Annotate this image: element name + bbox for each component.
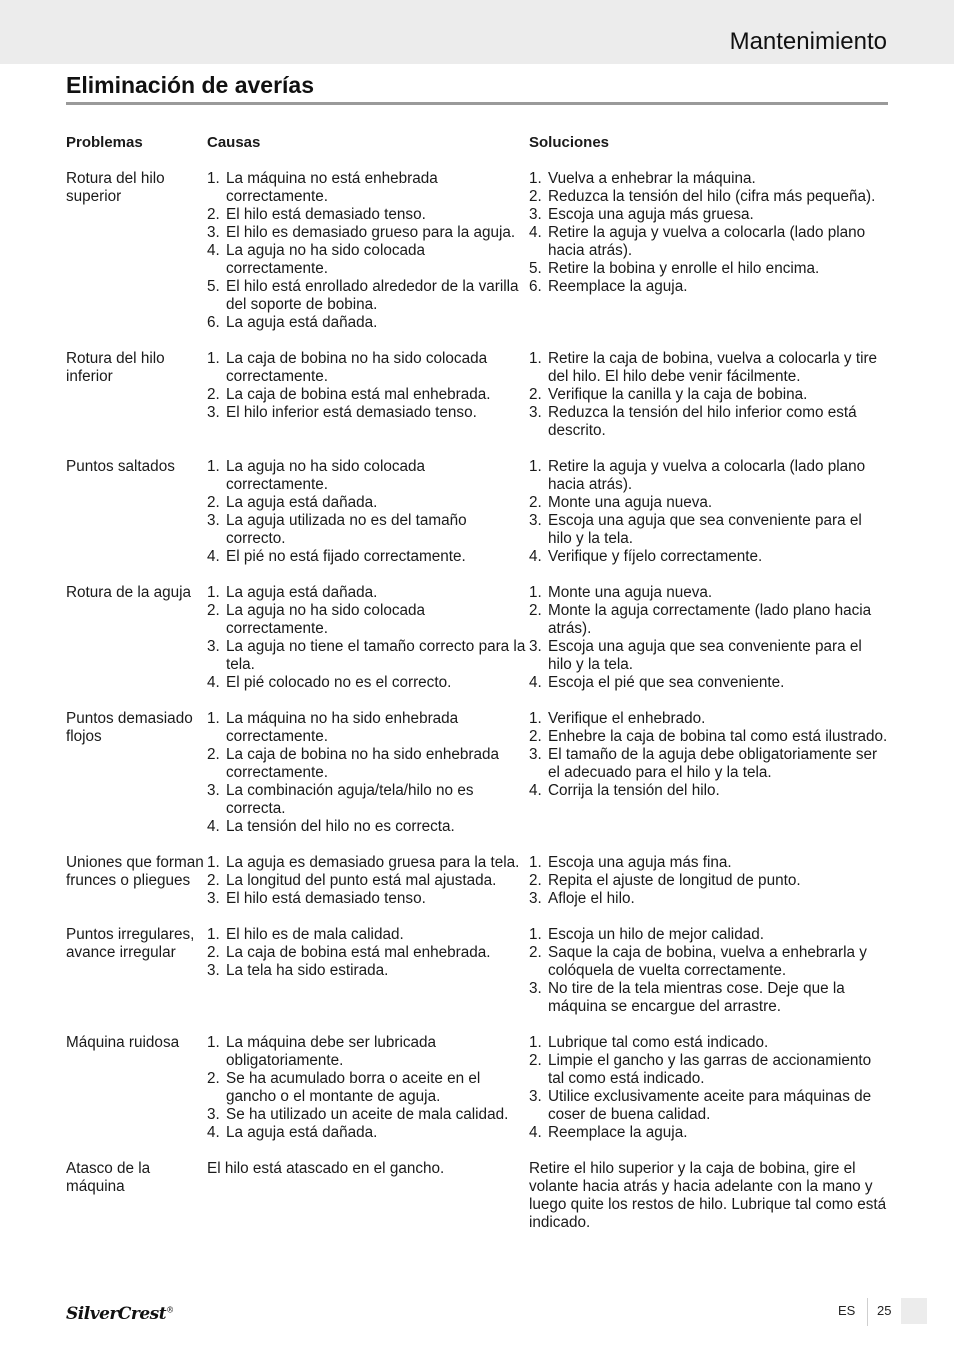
solution-item <box>529 170 888 188</box>
causes-cell <box>207 926 529 1016</box>
brand-name: SilverCrest <box>66 1304 167 1324</box>
title-divider <box>66 102 888 105</box>
solution-list <box>529 584 888 692</box>
solutions-cell <box>529 1034 888 1142</box>
page-title: Eliminación de averías <box>66 72 315 98</box>
cause-item <box>207 404 529 422</box>
item-number: 2. <box>207 944 220 961</box>
item-number: 3. <box>529 206 542 223</box>
solution-item <box>529 350 888 386</box>
troubleshooting-table <box>66 134 888 1232</box>
solution-text: Lubrique tal como está indicado. <box>548 1034 769 1051</box>
solution-item <box>529 1124 888 1142</box>
item-number: 4. <box>207 674 220 691</box>
solution-text: El tamaño de la aguja debe obligatoriamente ser el adecuado para el hilo y la tela. <box>548 746 878 781</box>
table-header <box>66 134 888 152</box>
solution-text: Escoja una aguja que sea conveniente para el hilo y la tela. <box>548 638 862 673</box>
cause-text: El pié colocado no es el correcto. <box>226 674 452 691</box>
solution-text: Retire la bobina y enrolle el hilo encima. <box>548 260 820 277</box>
cause-text: La aguja está dañada. <box>226 584 378 601</box>
item-number: 3. <box>207 638 220 655</box>
cause-text: La aguja está dañada. <box>226 314 378 331</box>
cause-text: Se ha acumulado borra o aceite en el gancho o el montante de aguja. <box>226 1070 481 1105</box>
item-number: 3. <box>529 746 542 763</box>
problem-cell: Puntos saltados <box>66 458 175 475</box>
causes-cell <box>207 854 529 908</box>
cause-item <box>207 278 529 314</box>
cause-item <box>207 350 529 386</box>
solution-item <box>529 188 888 206</box>
item-number: 4. <box>529 674 542 691</box>
table-row <box>66 926 888 1016</box>
cause-item <box>207 638 529 674</box>
solution-item <box>529 206 888 224</box>
cause-text: La máquina no está enhebrada correctamente. <box>226 170 438 205</box>
item-number: 1. <box>207 584 220 601</box>
solution-text: Repita el ajuste de longitud de punto. <box>548 872 801 889</box>
cause-text: La aguja es demasiado gruesa para la tela. <box>226 854 520 871</box>
solution-item <box>529 602 888 638</box>
cause-item <box>207 782 529 818</box>
cause-text: La longitud del punto está mal ajustada. <box>226 872 497 889</box>
solution-text: Reemplace la aguja. <box>548 1124 688 1141</box>
cause-item <box>207 746 529 782</box>
cause-item <box>207 710 529 746</box>
cause-item <box>207 1070 529 1106</box>
item-number: 2. <box>529 494 542 511</box>
solution-text: Reemplace la aguja. <box>548 278 688 295</box>
solutions-cell <box>529 350 888 440</box>
causes-cell <box>207 458 529 566</box>
solution-item <box>529 944 888 980</box>
cause-item <box>207 584 529 602</box>
item-number: 2. <box>529 386 542 403</box>
cause-item <box>207 926 529 944</box>
solution-item <box>529 1052 888 1088</box>
solution-text: Verifique la canilla y la caja de bobina. <box>548 386 808 403</box>
solution-text: Monte una aguja nueva. <box>548 584 713 601</box>
cause-list <box>207 350 529 422</box>
item-number: 2. <box>529 1052 542 1069</box>
cause-text: La aguja no ha sido colocada correctamente. <box>226 458 426 493</box>
item-number: 1. <box>529 458 542 475</box>
footer-divider <box>867 1298 868 1326</box>
solutions-cell <box>529 170 888 332</box>
cause-item <box>207 548 529 566</box>
item-number: 3. <box>529 512 542 529</box>
solution-text: Vuelva a enhebrar la máquina. <box>548 170 756 187</box>
cause-list <box>207 1034 529 1142</box>
item-number: 4. <box>529 548 542 565</box>
problem-cell: Rotura del hilo superior <box>66 170 165 205</box>
causes-cell <box>207 1034 529 1142</box>
solution-text: Monte la aguja correctamente (lado plano hacia atrás). <box>548 602 872 637</box>
cause-list <box>207 710 529 836</box>
solution-item <box>529 494 888 512</box>
header-causes: Causas <box>207 134 261 151</box>
cause-text: El pié no está fijado correctamente. <box>226 548 466 565</box>
cause-text: La combinación aguja/tela/hilo no es correcta. <box>226 782 474 817</box>
causes-cell <box>207 584 529 692</box>
solution-item <box>529 260 888 278</box>
header-solutions: Soluciones <box>529 134 610 151</box>
item-number: 2. <box>207 1070 220 1087</box>
cause-item <box>207 674 529 692</box>
problem-cell: Uniones que forman frunces o pliegues <box>66 854 204 889</box>
solution-list <box>529 170 888 296</box>
solution-item <box>529 584 888 602</box>
table-row <box>66 1160 888 1232</box>
solution-text: Verifique el enhebrado. <box>548 710 706 727</box>
cause-item <box>207 1034 529 1070</box>
cause-text: El hilo está atascado en el gancho. <box>207 1160 445 1177</box>
solution-item <box>529 728 888 746</box>
cause-item <box>207 242 529 278</box>
cause-list <box>207 458 529 566</box>
solution-text: Enhebre la caja de bobina tal como está ilustrado. <box>548 728 888 745</box>
cause-text: El hilo es de mala calidad. <box>226 926 404 943</box>
solution-item <box>529 386 888 404</box>
item-number: 3. <box>207 890 220 907</box>
cause-list <box>207 926 529 980</box>
cause-item <box>207 944 529 962</box>
solution-item <box>529 512 888 548</box>
item-number: 4. <box>207 818 220 835</box>
language-code: ES <box>838 1303 856 1318</box>
solution-list <box>529 458 888 566</box>
solutions-cell <box>529 458 888 566</box>
cause-text: La caja de bobina está mal enhebrada. <box>226 944 491 961</box>
cause-text: El hilo inferior está demasiado tenso. <box>226 404 477 421</box>
item-number: 3. <box>529 1088 542 1105</box>
cause-text: El hilo está demasiado tenso. <box>226 206 426 223</box>
solutions-cell <box>529 584 888 692</box>
solution-text: Verifique y fíjelo correctamente. <box>548 548 763 565</box>
cause-item <box>207 512 529 548</box>
cause-item <box>207 224 529 242</box>
item-number: 3. <box>529 638 542 655</box>
item-number: 2. <box>207 386 220 403</box>
header-problems: Problemas <box>66 134 143 151</box>
cause-list <box>207 170 529 332</box>
cause-item <box>207 494 529 512</box>
cause-text: La máquina debe ser lubricada obligatoriamente. <box>226 1034 437 1069</box>
item-number: 2. <box>529 728 542 745</box>
problem-cell: Rotura de la aguja <box>66 584 192 601</box>
cause-item <box>207 962 529 980</box>
cause-item <box>207 206 529 224</box>
item-number: 3. <box>207 962 220 979</box>
cause-text: La máquina no ha sido enhebrada correctamente. <box>226 710 459 745</box>
solution-text: Utilice exclusivamente aceite para máquinas de coser de buena calidad. <box>548 1088 872 1123</box>
cause-text: La aguja no tiene el tamaño correcto para la tela. <box>226 638 526 673</box>
item-number: 1. <box>207 458 220 475</box>
cause-item <box>207 602 529 638</box>
item-number: 3. <box>207 404 220 421</box>
cause-text: La aguja está dañada. <box>226 494 378 511</box>
footer-tab-box <box>901 1298 927 1324</box>
solution-text: Reduzca la tensión del hilo (cifra más pequeña). <box>548 188 876 205</box>
table-row <box>66 170 888 332</box>
cause-item <box>207 1106 529 1124</box>
item-number: 3. <box>529 404 542 421</box>
solution-item <box>529 746 888 782</box>
solution-item <box>529 548 888 566</box>
cause-text: La caja de bobina no ha sido colocada correctamente. <box>226 350 488 385</box>
solution-text: Corrija la tensión del hilo. <box>548 782 720 799</box>
table-row <box>66 584 888 692</box>
item-number: 2. <box>529 872 542 889</box>
item-number: 1. <box>207 1034 220 1051</box>
solution-text: Escoja una aguja que sea conveniente para el hilo y la tela. <box>548 512 862 547</box>
solution-item <box>529 1088 888 1124</box>
solution-item <box>529 782 888 800</box>
solution-text: Escoja el pié que sea conveniente. <box>548 674 785 691</box>
item-number: 4. <box>207 1124 220 1141</box>
cause-text: El hilo está demasiado tenso. <box>226 890 426 907</box>
cause-text: La tela ha sido estirada. <box>226 962 389 979</box>
solution-text: Retire la caja de bobina, vuelva a colocarla y tire del hilo. El hilo debe venir fácilmente. <box>548 350 878 385</box>
solution-list <box>529 710 888 800</box>
solution-item <box>529 404 888 440</box>
solution-item <box>529 980 888 1016</box>
cause-text: La aguja no ha sido colocada correctamente. <box>226 602 426 637</box>
causes-cell <box>207 350 529 440</box>
solution-text: Saque la caja de bobina, vuelva a enhebrarla y colóquela de vuelta correctamente. <box>548 944 867 979</box>
cause-list <box>207 854 529 908</box>
solution-list <box>529 350 888 440</box>
solution-text: Monte una aguja nueva. <box>548 494 713 511</box>
item-number: 1. <box>207 710 220 727</box>
item-number: 2. <box>207 746 220 763</box>
cause-item <box>207 170 529 206</box>
solution-item <box>529 674 888 692</box>
problem-cell: Puntos demasiado flojos <box>66 710 193 745</box>
cause-item <box>207 854 529 872</box>
item-number: 2. <box>207 206 220 223</box>
solution-item <box>529 890 888 908</box>
item-number: 2. <box>207 494 220 511</box>
item-number: 5. <box>529 260 542 277</box>
item-number: 3. <box>207 782 220 799</box>
item-number: 4. <box>529 1124 542 1141</box>
item-number: 2. <box>207 872 220 889</box>
item-number: 1. <box>529 710 542 727</box>
solution-text: Limpie el gancho y las garras de accionamiento tal como está indicado. <box>548 1052 872 1087</box>
problem-cell: Rotura del hilo inferior <box>66 350 165 385</box>
brand-logo <box>66 1304 174 1324</box>
cause-text: La caja de bobina no ha sido enhebrada correctamente. <box>226 746 500 781</box>
cause-list <box>207 584 529 692</box>
item-number: 1. <box>529 1034 542 1051</box>
solutions-cell <box>529 710 888 836</box>
item-number: 4. <box>529 224 542 241</box>
item-number: 3. <box>529 890 542 907</box>
item-number: 2. <box>207 602 220 619</box>
cause-item <box>207 386 529 404</box>
item-number: 1. <box>207 854 220 871</box>
cause-text: Se ha utilizado un aceite de mala calidad. <box>226 1106 509 1123</box>
item-number: 3. <box>207 1106 220 1123</box>
table-row <box>66 1034 888 1142</box>
brand-registered-mark: ® <box>166 1305 174 1315</box>
table-row <box>66 350 888 440</box>
item-number: 3. <box>207 512 220 529</box>
page-number: 25 <box>877 1303 892 1318</box>
solution-item <box>529 710 888 728</box>
cause-item <box>207 458 529 494</box>
table-row <box>66 710 888 836</box>
solution-item <box>529 926 888 944</box>
section-title: Mantenimiento <box>729 28 887 55</box>
problem-cell: Máquina ruidosa <box>66 1034 180 1051</box>
solution-text: Escoja un hilo de mejor calidad. <box>548 926 764 943</box>
item-number: 3. <box>529 980 542 997</box>
solution-text: Retire la aguja y vuelva a colocarla (lado plano hacia atrás). <box>548 224 866 259</box>
solution-text: Retire el hilo superior y la caja de bobina, gire el volante hacia atrás y hacia adelante con la mano y luego quite los restos de hilo. Lubrique tal como está indicado. <box>529 1160 887 1231</box>
cause-item <box>207 818 529 836</box>
causes-cell <box>207 170 529 332</box>
item-number: 2. <box>529 602 542 619</box>
cause-text: El hilo está enrollado alrededor de la varilla del soporte de bobina. <box>226 278 519 313</box>
solution-list <box>529 1034 888 1142</box>
solution-text: Retire la aguja y vuelva a colocarla (lado plano hacia atrás). <box>548 458 866 493</box>
table-row <box>66 854 888 908</box>
cause-text: El hilo es demasiado grueso para la aguja. <box>226 224 516 241</box>
solution-text: Escoja una aguja más fina. <box>548 854 732 871</box>
item-number: 4. <box>207 242 220 259</box>
solution-list <box>529 854 888 908</box>
solution-item <box>529 278 888 296</box>
solution-text: No tire de la tela mientras cose. Deje que la máquina se encargue del arrastre. <box>548 980 845 1015</box>
item-number: 2. <box>529 188 542 205</box>
solution-item <box>529 872 888 890</box>
item-number: 2. <box>529 944 542 961</box>
solution-item <box>529 458 888 494</box>
cause-item <box>207 1124 529 1142</box>
solution-item <box>529 224 888 260</box>
cause-text: La tensión del hilo no es correcta. <box>226 818 455 835</box>
item-number: 1. <box>207 350 220 367</box>
problem-cell: Puntos irregulares, avance irregular <box>66 926 195 961</box>
solution-text: Escoja una aguja más gruesa. <box>548 206 754 223</box>
item-number: 1. <box>529 854 542 871</box>
solution-text: Afloje el hilo. <box>548 890 635 907</box>
solutions-cell <box>529 854 888 908</box>
item-number: 4. <box>529 782 542 799</box>
cause-item <box>207 314 529 332</box>
item-number: 1. <box>529 350 542 367</box>
solution-list <box>529 926 888 1016</box>
solution-item <box>529 1034 888 1052</box>
item-number: 4. <box>207 548 220 565</box>
item-number: 1. <box>529 584 542 601</box>
cause-item <box>207 872 529 890</box>
problem-cell: Atasco de la máquina <box>66 1160 151 1195</box>
item-number: 1. <box>207 170 220 187</box>
causes-cell <box>207 710 529 836</box>
solutions-cell <box>529 926 888 1016</box>
cause-text: La aguja utilizada no es del tamaño correcto. <box>226 512 467 547</box>
cause-text: La aguja no ha sido colocada correctamente. <box>226 242 426 277</box>
solution-text: Reduzca la tensión del hilo inferior como está descrito. <box>548 404 857 439</box>
solution-item <box>529 854 888 872</box>
item-number: 1. <box>529 926 542 943</box>
item-number: 3. <box>207 224 220 241</box>
item-number: 1. <box>207 926 220 943</box>
item-number: 6. <box>207 314 220 331</box>
cause-item <box>207 890 529 908</box>
item-number: 1. <box>529 170 542 187</box>
cause-text: La aguja está dañada. <box>226 1124 378 1141</box>
item-number: 5. <box>207 278 220 295</box>
solution-item <box>529 638 888 674</box>
cause-text: La caja de bobina está mal enhebrada. <box>226 386 491 403</box>
table-row <box>66 458 888 566</box>
item-number: 6. <box>529 278 542 295</box>
